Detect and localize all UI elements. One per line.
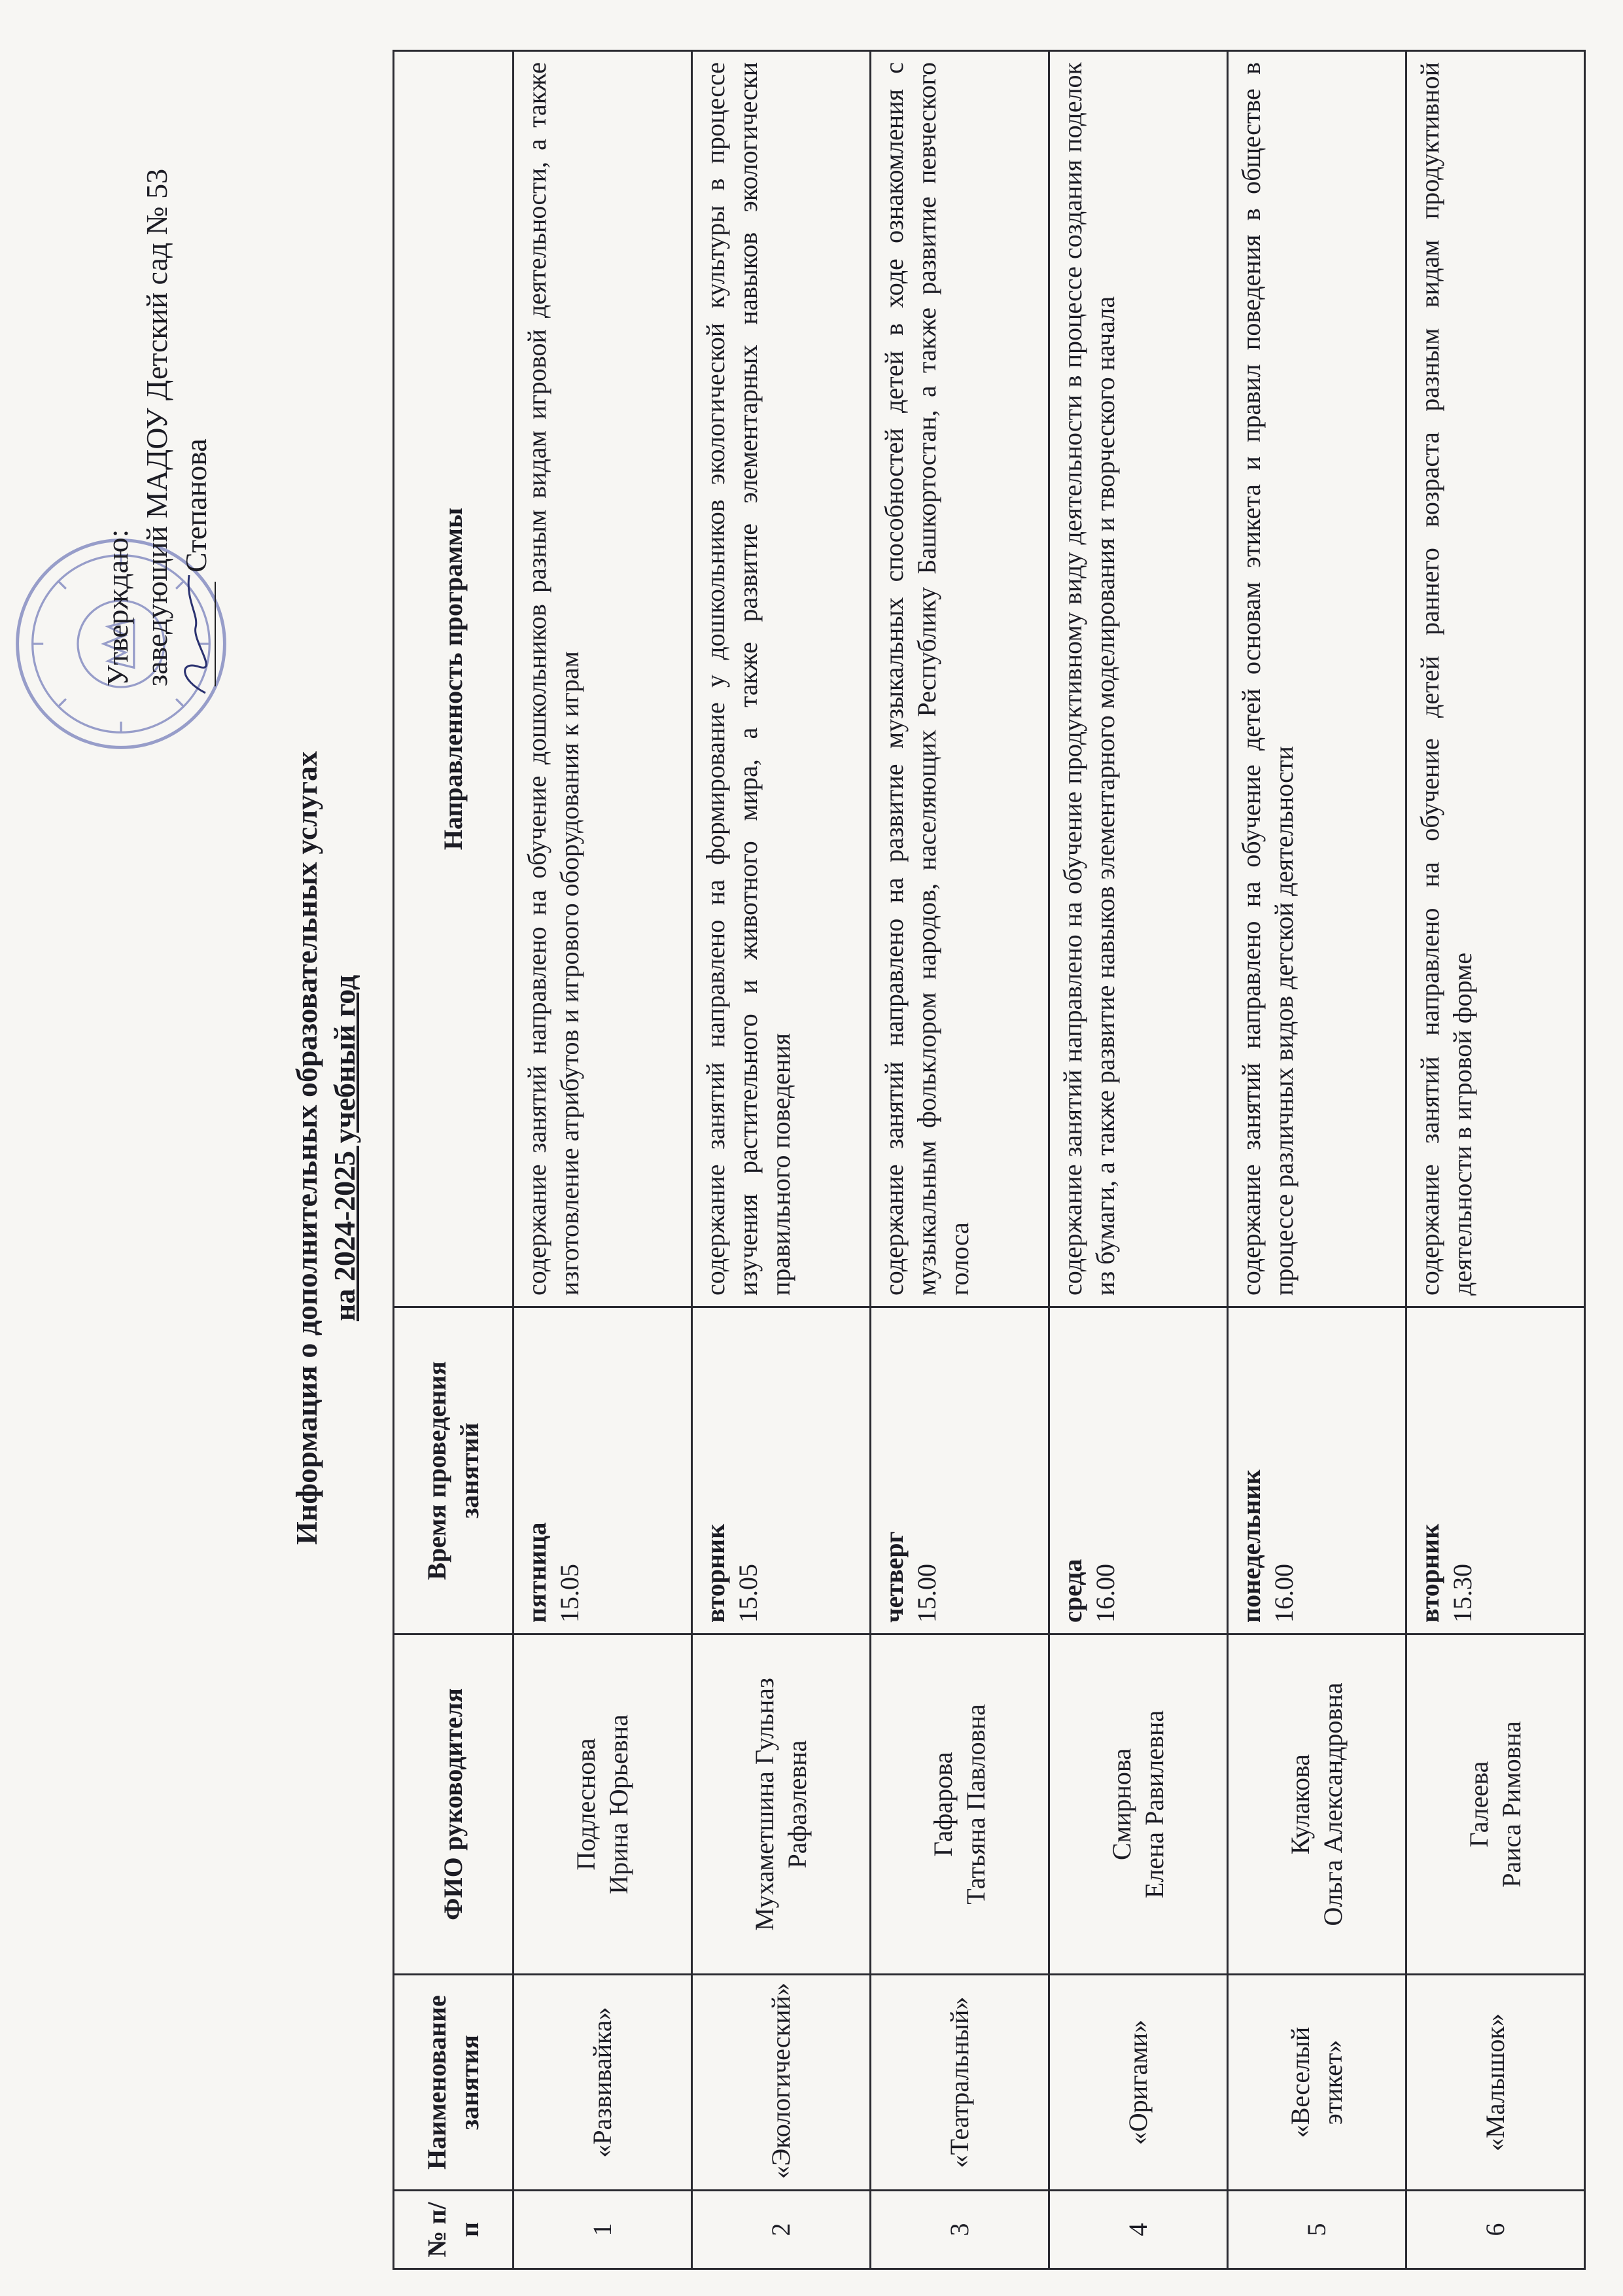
row-number: 2 — [692, 2191, 871, 2269]
program-focus: содержание занятий направлено на развитие музыкальных способностей детей в ходе ознакомления с музыкальным фольклором народов, населяющих Республику Башкортостан, а также развитие певческого голоса — [871, 51, 1049, 1307]
session-day: четверг — [879, 1531, 909, 1623]
program-focus: содержание занятий направлено на обучение детей раннего возраста разным видам продуктивной деятельности в игровой форме — [1406, 51, 1585, 1307]
activity-name: «Развивайка» — [514, 1975, 692, 2191]
table-row — [1406, 51, 1585, 2269]
session-hour: 16.00 — [1269, 1564, 1299, 1623]
approver-position: заведующий МАДОУ Детский сад № 53 — [140, 168, 173, 686]
session-hour: 15.05 — [733, 1564, 763, 1623]
session-day: вторник — [1415, 1523, 1444, 1623]
signature-row — [177, 169, 216, 686]
leader-name — [514, 1634, 692, 1975]
document-heading — [288, 0, 364, 2296]
session-day: вторник — [701, 1523, 730, 1623]
session-time — [871, 1307, 1049, 1634]
leader-given-names: Ирина Юрьевна — [604, 1714, 633, 1894]
leader-name — [871, 1634, 1049, 1975]
row-number: 6 — [1406, 2191, 1585, 2269]
approval-block — [98, 169, 216, 686]
row-number: 5 — [1228, 2191, 1406, 2269]
session-time — [514, 1307, 692, 1634]
column-header-time: Время проведения занятий — [394, 1307, 514, 1634]
leader-name — [692, 1634, 871, 1975]
session-day: понедельник — [1236, 1469, 1266, 1623]
signature-line — [186, 582, 216, 686]
session-time — [692, 1307, 871, 1634]
leader-given-names: Елена Равилевна — [1140, 1710, 1169, 1899]
column-header-number: № п/п — [394, 2191, 514, 2269]
activity-name: «Веселый этикет» — [1228, 1975, 1406, 2191]
leader-surname: Смирнова — [1107, 1748, 1136, 1860]
session-hour: 16.00 — [1091, 1564, 1120, 1623]
leader-name — [1406, 1634, 1585, 1975]
approver-surname: Степанова — [179, 438, 213, 573]
program-focus: содержание занятий направлено на обучение дошкольников разным видам игровой деятельности, а также изготовление атрибутов и игрового оборудования к играм — [514, 51, 692, 1307]
approval-label: Утверждаю: — [101, 529, 134, 686]
document-subtitle: на 2024-2025 учебный год — [328, 974, 361, 1322]
row-number: 1 — [514, 2191, 692, 2269]
table-row — [1049, 51, 1228, 2269]
activity-name: «Экологический» — [692, 1975, 871, 2191]
row-number: 4 — [1049, 2191, 1228, 2269]
session-hour: 15.00 — [912, 1564, 941, 1623]
leader-name — [1228, 1634, 1406, 1975]
leader-name — [1049, 1634, 1228, 1975]
leader-surname: Мухаметшина Гульназ — [750, 1678, 779, 1931]
session-time — [1228, 1307, 1406, 1634]
leader-surname: Подлеснова — [571, 1738, 601, 1871]
table-row — [692, 51, 871, 2269]
table-row — [1228, 51, 1406, 2269]
session-hour: 15.30 — [1448, 1564, 1477, 1623]
session-day: пятница — [522, 1522, 551, 1623]
row-number: 3 — [871, 2191, 1049, 2269]
session-time — [1049, 1307, 1228, 1634]
leader-surname: Гафарова — [928, 1752, 958, 1857]
handwritten-signature — [173, 569, 218, 699]
program-focus: содержание занятий направлено на обучение продуктивному виду деятельности в процессе создания поделок из бумаги, а также развитие навыков элементарного моделирования и творческого начала — [1049, 51, 1228, 1307]
session-time — [1406, 1307, 1585, 1634]
document-title: Информация о дополнительных образовательных услугах — [290, 751, 323, 1545]
column-header-activity: Наименование занятия — [394, 1975, 514, 2191]
leader-surname: Кулакова — [1285, 1754, 1315, 1855]
leader-given-names: Рафаэлевна — [782, 1740, 812, 1869]
leader-given-names: Ольга Александровна — [1318, 1682, 1348, 1926]
activity-name: «Малышок» — [1406, 1975, 1585, 2191]
session-day: среда — [1058, 1559, 1087, 1623]
leader-given-names: Татьяна Павловна — [961, 1704, 990, 1905]
leader-surname: Галеева — [1464, 1761, 1493, 1848]
column-header-focus: Направленность программы — [394, 51, 514, 1307]
leader-given-names: Раиса Римовна — [1497, 1721, 1526, 1888]
program-focus: содержание занятий направлено на формирование у дошкольников экологической культуры в процессе изучения растительного и животного мира, а также развитие элементарных навыков экологически правильного поведения — [692, 51, 871, 1307]
activity-name: «Оригами» — [1049, 1975, 1228, 2191]
column-header-leader: ФИО руководителя — [394, 1634, 514, 1975]
session-hour: 15.05 — [555, 1564, 584, 1623]
table-header-row — [394, 51, 514, 2269]
table-row — [514, 51, 692, 2269]
activity-name: «Театральный» — [871, 1975, 1049, 2191]
services-table — [393, 50, 1586, 2270]
table-row — [871, 51, 1049, 2269]
program-focus: содержание занятий направлено на обучение детей основам этикета и правил поведения в обществе в процессе различных видов детской деятельности — [1228, 51, 1406, 1307]
